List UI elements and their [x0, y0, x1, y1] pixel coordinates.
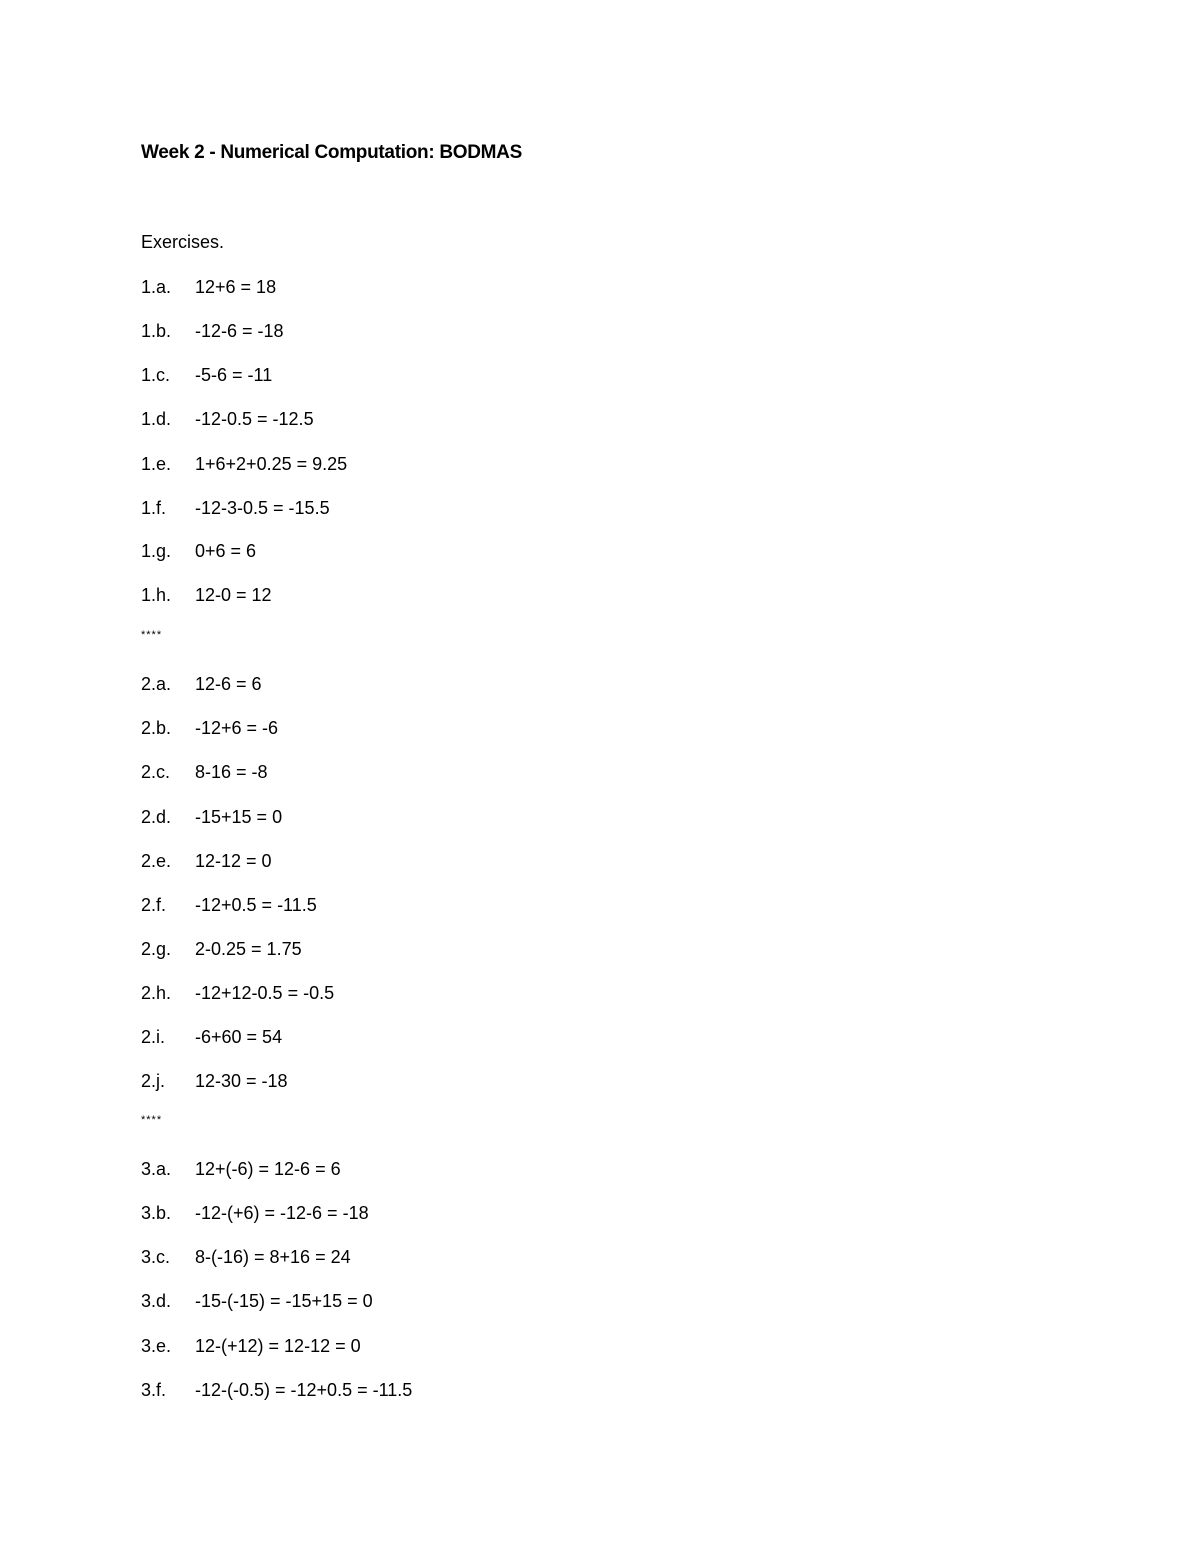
exercise-expression: -5-6 = -11	[195, 365, 273, 385]
exercise-expression: -12+6 = -6	[195, 718, 279, 738]
exercise-label: 1.d.	[141, 409, 172, 429]
exercise-label: 3.d.	[141, 1291, 172, 1311]
exercise-expression: 12-30 = -18	[195, 1071, 288, 1091]
exercise-expression: 2-0.25 = 1.75	[195, 939, 302, 959]
exercise-label: 3.c.	[141, 1247, 171, 1267]
exercise-label: 2.c.	[141, 762, 171, 782]
exercise-label: 3.e.	[141, 1336, 172, 1356]
exercise-expression: -12-(+6) = -12-6 = -18	[195, 1203, 369, 1223]
exercise-expression: 12-(+12) = 12-12 = 0	[195, 1336, 361, 1356]
exercise-label: 1.g.	[141, 541, 172, 561]
exercise-label: 1.b.	[141, 321, 172, 341]
exercise-expression: 12-6 = 6	[195, 674, 262, 694]
exercise-expression: -15+15 = 0	[195, 807, 283, 827]
exercise-expression: -12-(-0.5) = -12+0.5 = -11.5	[195, 1380, 413, 1400]
exercise-expression: -6+60 = 54	[195, 1027, 283, 1047]
exercise-expression: 12+6 = 18	[195, 277, 277, 297]
exercise-label: 2.b.	[141, 718, 172, 738]
exercise-expression: 12-0 = 12	[195, 585, 272, 605]
page-title: Week 2 - Numerical Computation: BODMAS	[141, 142, 522, 163]
exercise-expression: -12-6 = -18	[195, 321, 284, 341]
exercise-label: 2.j.	[141, 1071, 166, 1091]
section-separator: ****	[141, 1114, 163, 1126]
exercise-expression: -15-(-15) = -15+15 = 0	[195, 1291, 373, 1311]
exercise-label: 1.h.	[141, 585, 172, 605]
exercise-label: 2.a.	[141, 674, 172, 694]
exercise-label: 2.d.	[141, 807, 172, 827]
exercise-expression: 8-16 = -8	[195, 762, 268, 782]
exercise-expression: -12+12-0.5 = -0.5	[195, 983, 335, 1003]
exercise-expression: -12-3-0.5 = -15.5	[195, 498, 330, 518]
exercise-label: 2.f.	[141, 895, 167, 915]
exercise-expression: -12+0.5 = -11.5	[195, 895, 317, 915]
exercise-expression: 0+6 = 6	[195, 541, 257, 561]
section-separator: ****	[141, 629, 163, 641]
exercise-expression: 12+(-6) = 12-6 = 6	[195, 1159, 341, 1179]
exercise-label: 3.b.	[141, 1203, 172, 1223]
exercise-label: 3.f.	[141, 1380, 167, 1400]
exercise-label: 2.g.	[141, 939, 172, 959]
exercise-expression: -12-0.5 = -12.5	[195, 409, 314, 429]
exercise-label: 2.i.	[141, 1027, 166, 1047]
exercise-label: 2.e.	[141, 851, 172, 871]
exercise-expression: 12-12 = 0	[195, 851, 272, 871]
exercise-label: 1.a.	[141, 277, 172, 297]
exercise-label: 1.f.	[141, 498, 167, 518]
exercise-expression: 1+6+2+0.25 = 9.25	[195, 454, 348, 474]
exercise-label: 1.c.	[141, 365, 171, 385]
exercises-heading: Exercises.	[141, 232, 225, 252]
exercise-expression: 8-(-16) = 8+16 = 24	[195, 1247, 351, 1267]
exercise-label: 1.e.	[141, 454, 172, 474]
exercise-label: 2.h.	[141, 983, 172, 1003]
exercise-label: 3.a.	[141, 1159, 172, 1179]
